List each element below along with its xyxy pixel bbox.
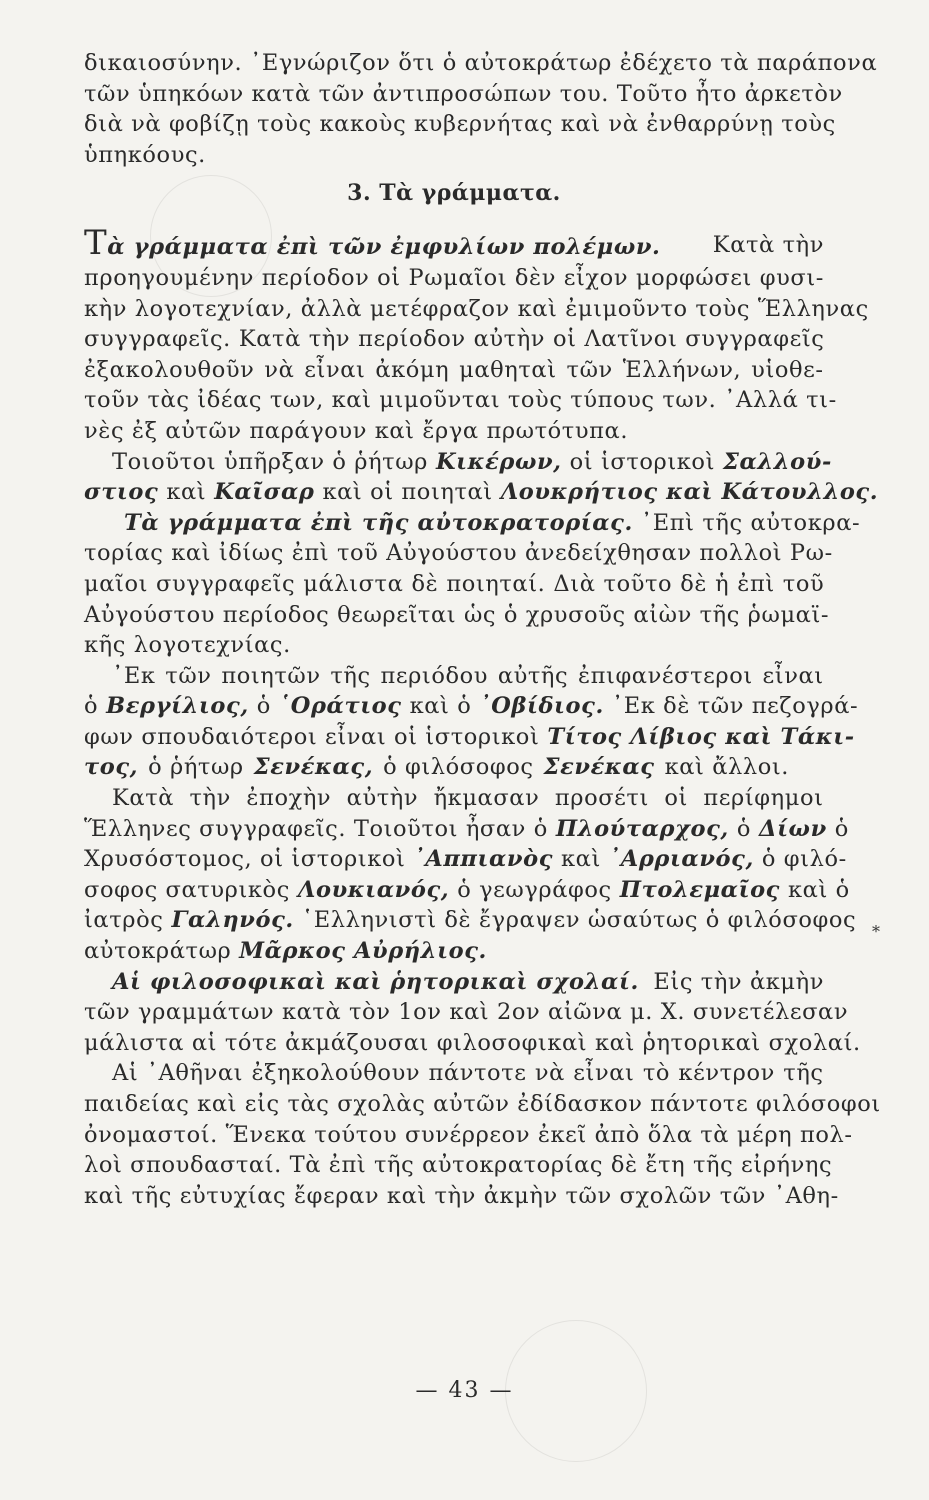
bold-name: τος,	[84, 754, 139, 781]
text-segment: ὁ γεωγράφος	[457, 876, 612, 903]
text-segment: καὶ ὁ	[787, 876, 850, 903]
text-line-content: ὀνομαστοί. Ἕνεκα τούτου συνέρρεον ἐκεῖ ἀπὸ ὅλα τὰ μέρη πολ-	[84, 1121, 853, 1148]
text-line	[84, 844, 847, 875]
text-line	[84, 79, 843, 110]
text-line	[84, 936, 824, 967]
text-line	[84, 263, 824, 294]
paragraph-title	[84, 223, 661, 264]
text-segment: φων σπουδαιότεροι εἶναι οἱ ἱστορικοὶ	[84, 723, 540, 750]
bold-name: Δίων	[759, 815, 827, 842]
text-line	[84, 447, 832, 478]
text-line-content: δικαιοσύνην. ᾿Εγνώριζον ὅτι ὁ αὐτοκράτωρ ἐδέχετο τὰ παράπονα	[84, 50, 878, 76]
text-line-content: προηγουμένην περίοδον οἱ Ρωμαῖοι δὲν εἶχον μορφώσει φυσι-	[84, 264, 824, 291]
text-line	[84, 385, 837, 416]
text-line	[84, 875, 850, 906]
text-line	[84, 722, 855, 753]
text-line	[84, 814, 849, 845]
bold-name: Κικέρων,	[436, 448, 562, 475]
italic-title: Τὰ γράμματα ἐπὶ τῆς αὐτοκρατορίας.	[124, 509, 633, 536]
text-segment: Χρυσόστομος, οἱ ἱστορικοὶ	[84, 846, 406, 873]
italic-title: Αἱ φιλοσοφικαὶ καὶ ῥητορικαὶ σχολαί.	[112, 968, 639, 995]
text-line-content: μάλιστα αἱ τότε ἀκμάζουσαι φιλοσοφικαὶ καὶ ῥητορικαὶ σχολαί.	[84, 1029, 861, 1056]
section-heading: 3. Τὰ γράμματα.	[347, 180, 561, 207]
text-line	[84, 1120, 853, 1151]
bold-name: Γαληνός.	[171, 907, 294, 934]
text-segment: ὁ	[84, 693, 99, 720]
text-line	[84, 508, 861, 539]
text-line-content: Κατὰ τὴν ἐποχὴν αὐτὴν ἤκμασαν προσέτι οἱ περίφημοι	[112, 785, 824, 812]
text-segment: Ἕλληνες συγγραφεῖς. Τοιοῦτοι ἦσαν ὁ	[84, 815, 548, 842]
text-line-content: νὲς ἐξ αὐτῶν παράγουν καὶ ἔργα πρωτότυπα.	[84, 417, 629, 444]
text-segment: καὶ ὁ	[409, 693, 472, 720]
text-line-content: ἐξακολουθοῦν νὰ εἶναι ἀκόμη μαθηταὶ τῶν Ἑλλήνων, υἱοθε-	[84, 356, 824, 383]
bold-name: Μᾶρκος Αὐρήλιος.	[239, 938, 487, 965]
text-segment: ὁ ῥήτωρ	[148, 754, 244, 781]
text-line-content: Αἱ ᾿Αθῆναι ἐξηκολούθουν πάντοτε νὰ εἶναι τὸ κέντρον τῆς	[112, 1060, 824, 1087]
bold-name: Τίτος Λίβιος καὶ Τάκι-	[547, 723, 855, 750]
page-number: — 43 —	[415, 1378, 514, 1403]
text-line	[84, 600, 830, 631]
bold-name: Βεργίλιος,	[106, 693, 249, 720]
bold-name: Σενέκας,	[253, 754, 374, 781]
text-line	[84, 1150, 833, 1181]
bold-name: ῾Οράτιος	[278, 693, 402, 720]
text-line-content: ὑπηκόους.	[84, 141, 206, 168]
text-segment: καὶ ἄλλοι.	[664, 754, 790, 781]
text-line-content: τορίας καὶ ἰδίως ἐπὶ τοῦ Αὐγούστου ἀνεδείχθησαν πολλοὶ Ρω-	[84, 540, 833, 567]
text-line	[84, 661, 824, 692]
text-line-content: Κατὰ τὴν	[712, 232, 824, 259]
drop-initial: Τ	[84, 223, 108, 264]
text-line-content: τῶν ὑπηκόων κατὰ τῶν ἀντιπροσώπων του. Τοῦτο ἦτο ἀρκετὸν	[84, 80, 843, 107]
text-segment: καὶ	[166, 479, 207, 506]
italic-title: ὰ γράμματα ἐπὶ τῶν ἐμφυλίων πολέμων.	[107, 234, 661, 261]
paragraph-first-line	[84, 223, 824, 264]
text-segment: ὁ φιλόσοφος	[383, 754, 534, 781]
text-segment: ὁ	[736, 815, 752, 842]
text-line-content: κὴν λογοτεχνίαν, ἀλλὰ μετέφραζον καὶ ἐμιμοῦντο τοὺς Ἕλληνας	[84, 295, 869, 322]
text-segment: ᾿Εκ δὲ τῶν πεζογρά-	[611, 693, 859, 720]
text-line	[84, 569, 824, 600]
text-line	[84, 294, 869, 325]
text-line	[84, 1089, 881, 1120]
text-line	[84, 630, 824, 661]
text-segment: ῾Ελληνιστὶ δὲ ἔγραψεν ὡσαύτως ὁ φιλόσοφος	[301, 907, 857, 934]
text-segment: καὶ οἱ ποιηταὶ	[322, 479, 493, 506]
text-segment: ὁ	[256, 693, 271, 720]
text-line-content: Αὐγούστου περίοδος θεωρεῖται ὡς ὁ χρυσοῦς αἰὼν τῆς ῥωμαϊ-	[84, 601, 830, 628]
text-line	[84, 905, 857, 936]
text-segment: ᾿Επὶ τῆς αὐτοκρα-	[640, 509, 861, 536]
text-line-content: μαῖοι συγγραφεῖς μάλιστα δὲ ποιηταί. Διὰ τοῦτο δὲ ἡ ἐπὶ τοῦ	[84, 570, 825, 597]
text-segment: αὐτοκράτωρ	[84, 938, 232, 965]
text-line-content: λοὶ σπουδασταί. Τὰ ἐπὶ τῆς αὐτοκρατορίας δὲ ἔτη τῆς εἰρήνης	[84, 1152, 833, 1179]
bold-name: Σενέκας	[543, 754, 655, 781]
text-line	[84, 691, 859, 722]
text-segment: οἱ ἱστορικοὶ	[569, 448, 715, 475]
text-line	[84, 1028, 861, 1059]
text-line	[84, 967, 824, 998]
text-line	[84, 1181, 839, 1212]
text-line	[84, 416, 824, 447]
text-line	[84, 48, 878, 79]
text-line-content: συγγραφεῖς. Κατὰ τὴν περίοδον αὐτὴν οἱ Λατῖνοι συγγραφεῖς	[84, 326, 825, 353]
text-line	[84, 324, 824, 355]
text-line-content: τῶν γραμμάτων κατὰ τὸν 1ον καὶ 2ον αἰῶνα μ. Χ. συνετέλεσαν	[84, 999, 849, 1026]
text-line	[84, 783, 824, 814]
text-line	[84, 140, 824, 171]
text-line	[84, 109, 836, 140]
text-segment: ἰατρὸς	[84, 907, 164, 934]
text-line-content: ᾿Εκ τῶν ποιητῶν τῆς περιόδου αὐτῆς ἐπιφανέστεροι εἶναι	[112, 662, 824, 689]
text-line	[84, 355, 824, 386]
text-line	[84, 752, 824, 783]
text-segment: Τοιοῦτοι ὑπῆρξαν ὁ ῥήτωρ	[112, 448, 428, 475]
text-line	[84, 997, 849, 1028]
text-line	[84, 1058, 824, 1089]
margin-mark: *	[872, 922, 880, 941]
bold-name: Σαλλού-	[723, 448, 832, 475]
text-line-content: καὶ τῆς εὐτυχίας ἔφεραν καὶ τὴν ἀκμὴν τῶν σχολῶν τῶν ᾿Αθη-	[84, 1182, 839, 1209]
text-line-content: διὰ νὰ φοβίζῃ τοὺς κακοὺς κυβερνήτας καὶ νὰ ἐνθαρρύνῃ τοὺς	[84, 111, 836, 138]
bold-name: Λουκιανός,	[297, 876, 450, 903]
bold-name: ᾿Αρριανός,	[608, 846, 754, 873]
text-segment: ὁ	[834, 815, 849, 842]
text-line	[84, 538, 833, 569]
bold-name: ᾿Οβίδιος.	[479, 693, 604, 720]
bold-name: Καῖσαρ	[214, 479, 315, 506]
text-segment: σοφος σατυρικὸς	[84, 876, 290, 903]
page-body	[84, 48, 881, 1211]
bold-name: Πτολεμαῖος	[619, 876, 780, 903]
bold-name: στιος	[84, 479, 159, 506]
text-segment: ὁ φιλό-	[761, 846, 847, 873]
text-line-content: τοῦν τὰς ἰδέας των, καὶ μιμοῦνται τοὺς τύπους των. ᾿Αλλά τι-	[84, 387, 837, 414]
text-line	[84, 477, 879, 508]
text-line-content: κῆς λογοτεχνίας.	[84, 632, 291, 659]
bold-name: ᾿Αππιανὸς	[413, 846, 554, 873]
text-segment: Εἰς τὴν ἀκμὴν	[653, 968, 824, 995]
bold-name: Λουκρήτιος καὶ Κάτουλλος.	[500, 479, 879, 506]
text-line-content: παιδείας καὶ εἰς τὰς σχολὰς αὐτῶν ἐδίδασκον πάντοτε φιλόσοφοι	[84, 1091, 881, 1117]
bold-name: Πλούταρχος,	[555, 815, 729, 842]
text-segment: καὶ	[561, 846, 601, 873]
